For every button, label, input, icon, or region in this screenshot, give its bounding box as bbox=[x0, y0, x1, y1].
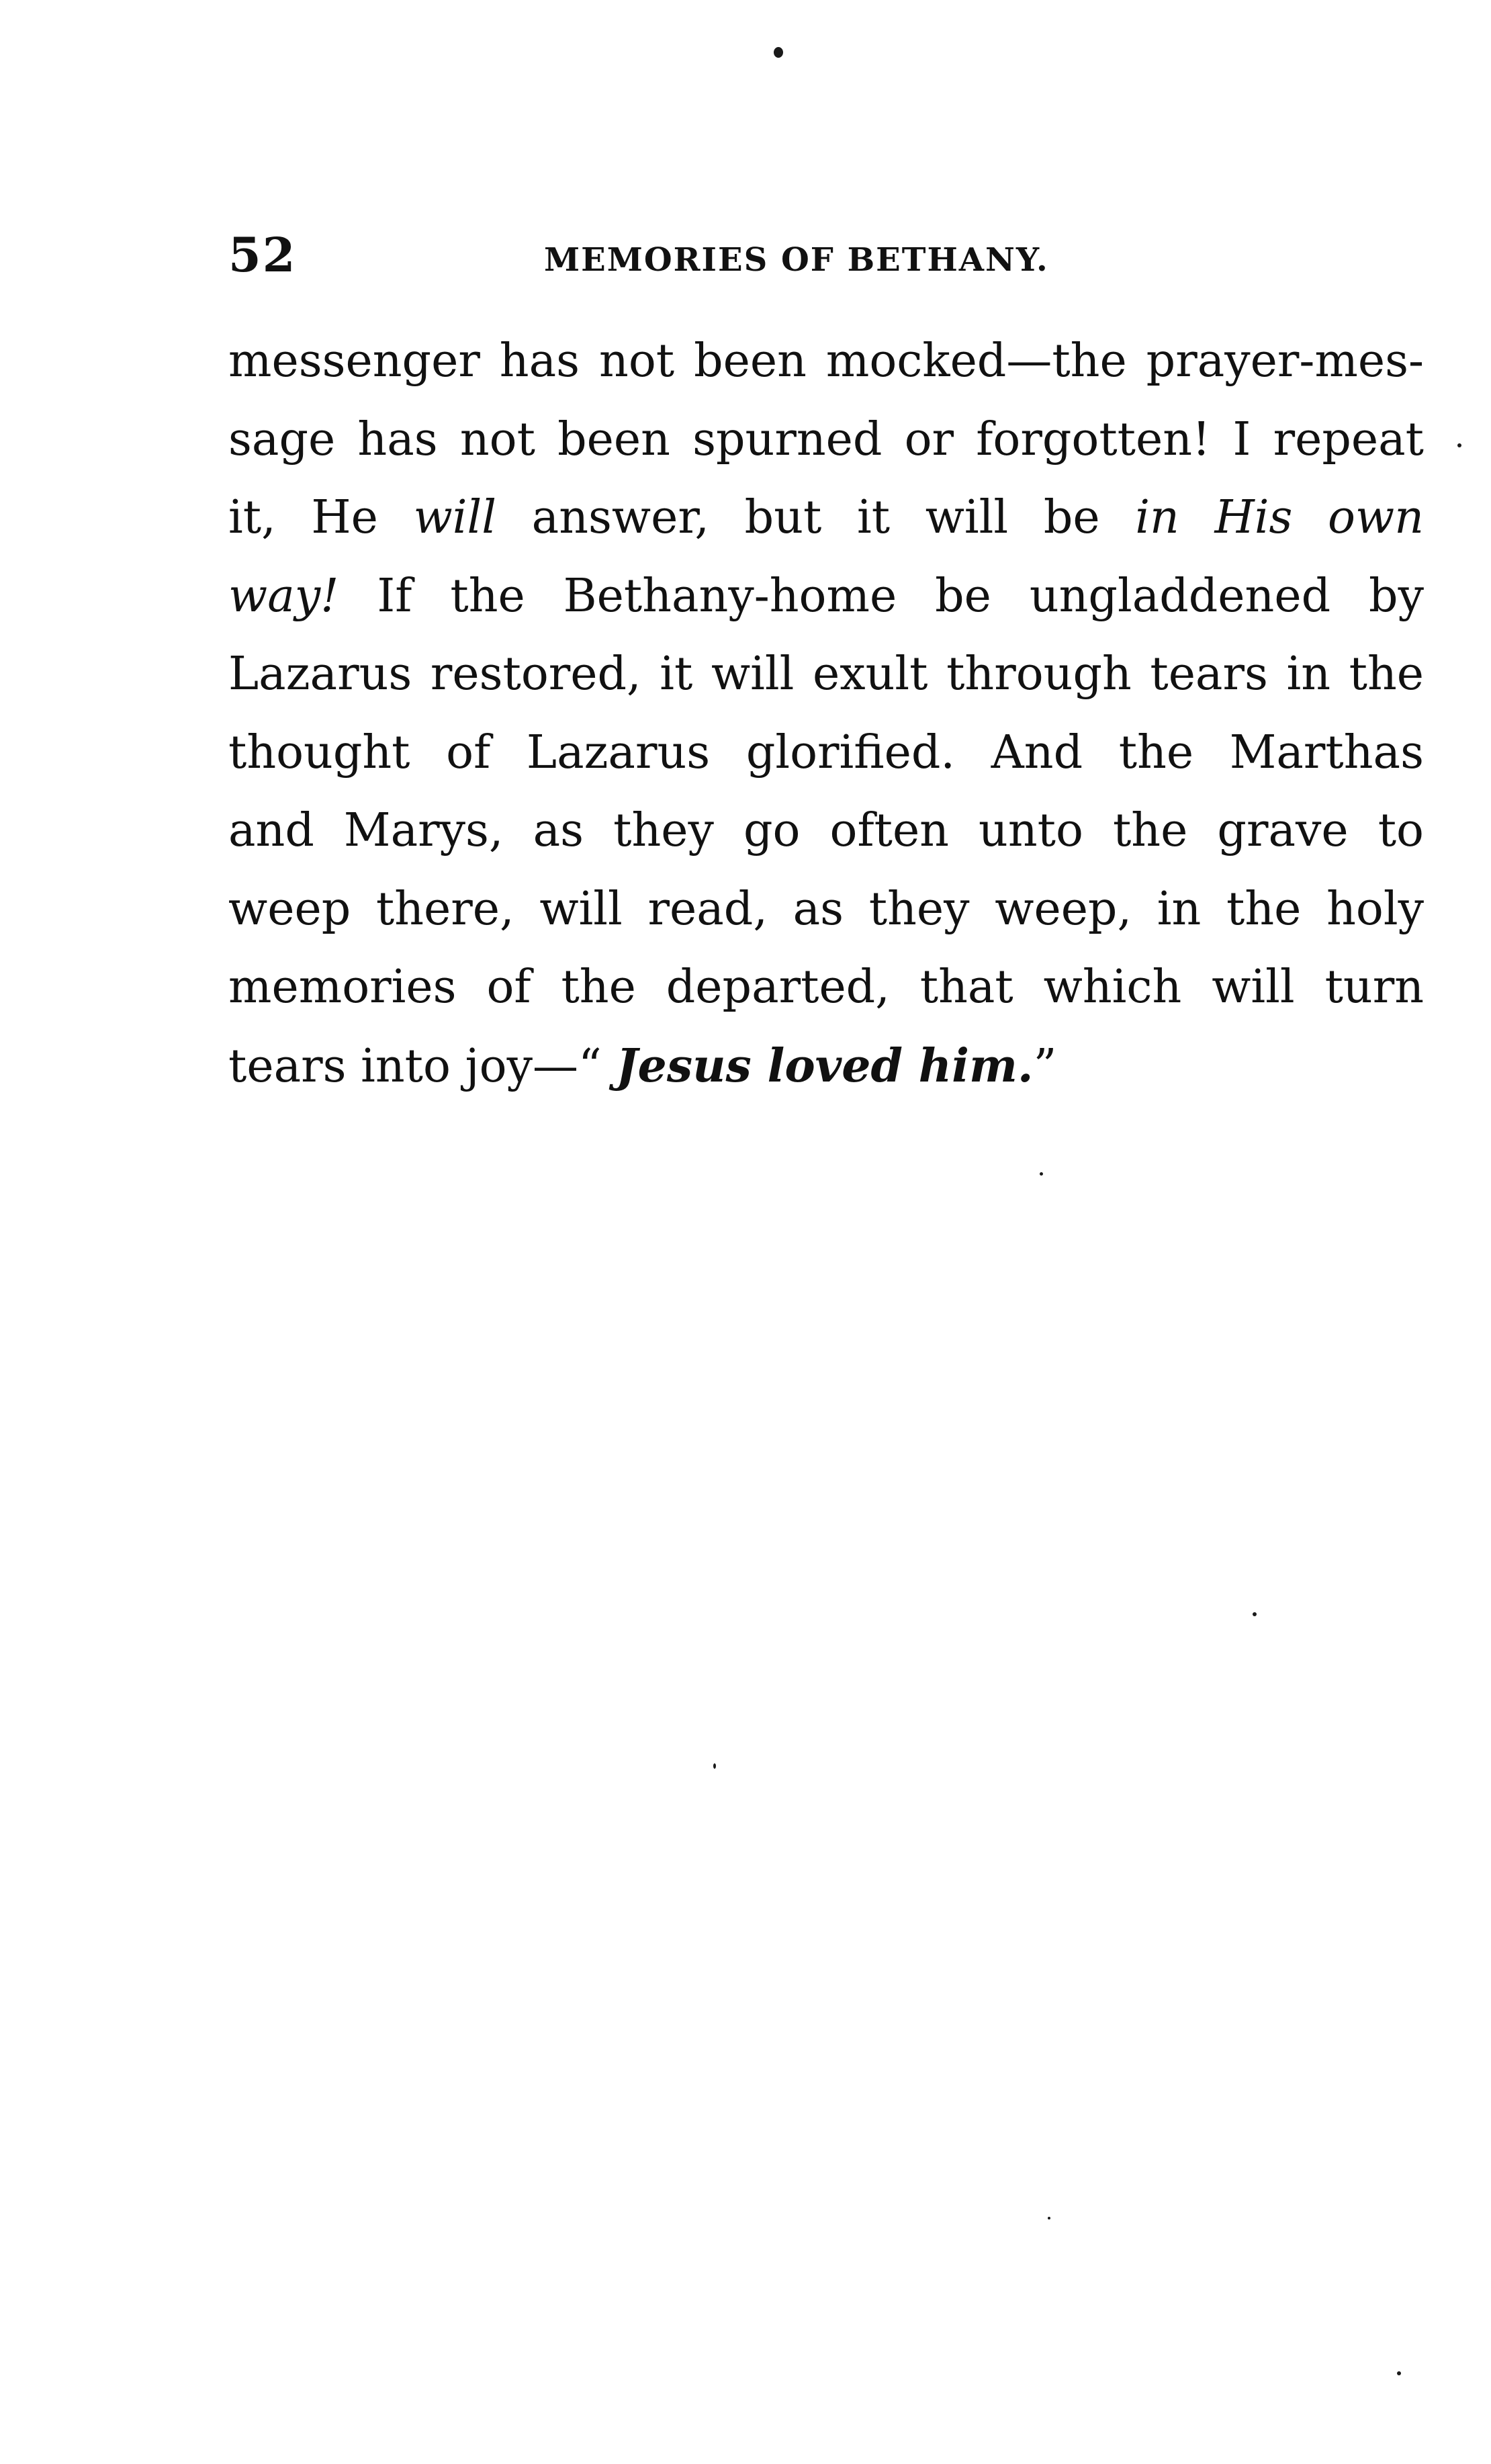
text-span: answer, but it will be bbox=[496, 491, 1136, 544]
text-span: ” bbox=[1033, 1039, 1057, 1093]
text-line bbox=[228, 792, 1424, 871]
text-line bbox=[228, 871, 1424, 949]
text-line bbox=[228, 714, 1424, 793]
italic-emphasis: way! bbox=[228, 569, 339, 623]
text-line bbox=[228, 1027, 1424, 1106]
ink-speck bbox=[1253, 1612, 1257, 1616]
text-span: memories of the departed, that which will turn bbox=[228, 961, 1424, 1014]
ink-speck bbox=[1457, 443, 1461, 447]
text-span: tears into joy—“ bbox=[228, 1039, 617, 1093]
text-span: If the Bethany-home be ungladdened by bbox=[338, 569, 1424, 623]
text-line bbox=[228, 635, 1424, 714]
text-span: weep there, will read, as they weep, in the holy bbox=[228, 882, 1424, 936]
ink-speck bbox=[1040, 1172, 1043, 1176]
page-number: 52 bbox=[228, 227, 297, 283]
text-span: sage has not been spurned or forgotten! I repeat bbox=[228, 412, 1424, 466]
text-span: thought of Lazarus glorified. And the Marthas bbox=[228, 725, 1424, 779]
ink-speck bbox=[1397, 2371, 1401, 2375]
ink-speck bbox=[1048, 2217, 1050, 2219]
running-title: MEMORIES OF BETHANY. bbox=[544, 241, 1049, 279]
text-line bbox=[228, 401, 1424, 480]
ink-speck bbox=[774, 47, 783, 58]
italic-quote: Jesus loved him. bbox=[616, 1039, 1034, 1093]
italic-emphasis: will bbox=[413, 491, 497, 544]
text-line bbox=[228, 479, 1424, 558]
text-line bbox=[228, 558, 1424, 636]
ink-speck bbox=[713, 1763, 716, 1769]
text-line bbox=[228, 322, 1424, 401]
text-span: messenger has not been mocked—the prayer-mes- bbox=[228, 335, 1424, 388]
body-paragraph bbox=[228, 322, 1424, 1105]
text-span: Lazarus restored, it will exult through tears in the bbox=[228, 648, 1424, 701]
text-span: it, He bbox=[228, 491, 414, 544]
text-line bbox=[228, 949, 1424, 1027]
page-header bbox=[228, 222, 1424, 296]
italic-emphasis: in His own bbox=[1135, 491, 1424, 544]
text-span: and Marys, as they go often unto the grave to bbox=[228, 804, 1424, 857]
